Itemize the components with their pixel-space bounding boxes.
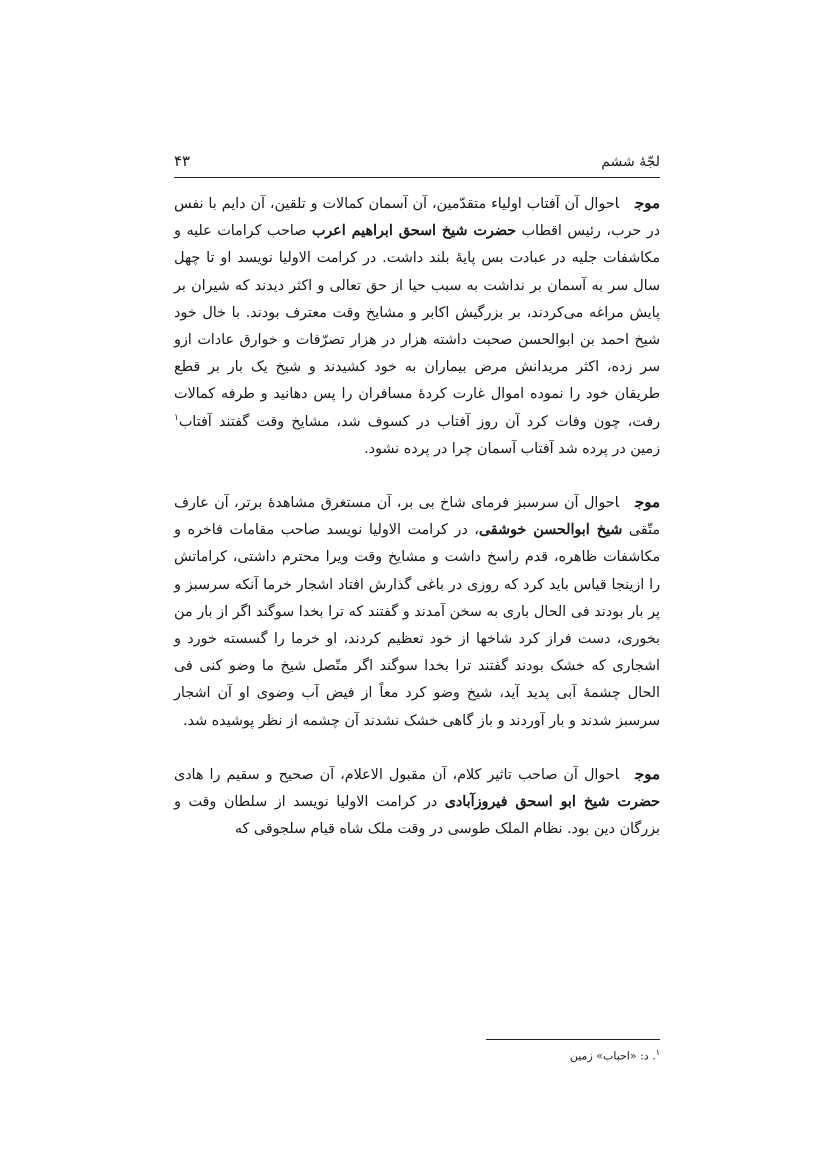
footnote-text: . د: «احباب» زمین [569,1049,656,1063]
body-text [174,190,660,843]
paragraph-1 [174,190,660,463]
text-run: زمین در پرده شد آفتاب آسمان چرا در پرده نشود. [364,440,660,457]
section-marker: موج [634,194,660,212]
footnote-number: ۱ [655,1048,660,1057]
text-run: احوال آن سرسبز فرمای شاخ بی بر، آن مستغرق مشاهدهٔ برتر، آن عارف متّقی [174,495,660,539]
text-run: ، در کرامت الاولیا نویسد صاحب مقامات فاخره و مکاشفات ظاهره، قدم راسخ داشت و مشایخ وقت ویرا محترم داشتی، کراماتش را ازینجا قیاس باید کرد که روزی در باغی گذارش افتاد اشجار خرما آنکه سرسبز و پر بار بودند فی الحال باری به سخن آمدند و گفتند که ترا بخدا سوگند اگر از بار من بخوری، دست فراز کرد شاخها از خود تعظیم کردند، او خرما را گسسته خورد و اشجاری که خشک بودند گفتند ترا بخدا سوگند اگر متّصل شیخ ما وضو کنی فی الحال چشمهٔ آبی پدید آید، شیخ وضو کرد معاً از فیض آب وضوی او آن اشجار سرسبز شدند و بار آوردند و باز گاهی خشک نشدند آن چشمه از نظر پوشیده شد. [174,522,660,729]
footnote-rule [486,1039,660,1040]
saint-name: حضرت شیخ ابو اسحق فیروزآبادی [444,794,660,811]
paragraph-3 [174,761,660,844]
footnote-reference: ۱ [174,412,179,423]
text-run: در کرامت الاولیا نویسد از سلطان وقت و بزرگان دین بود. نظام الملک طوسی در وقت ملک شاه قیام سلجوقی که [174,794,660,838]
header-rule [174,177,660,178]
page-number: ۴۳ [174,152,191,170]
running-title: لجّهٔ ششم [601,154,660,170]
text-run: احوال آن صاحب تاثیر کلام، آن مقبول الاعلام، آن صحیح و سقیم را هادی [174,766,619,783]
saint-name: حضرت شیخ اسحق ابراهیم اعرب [311,223,516,240]
page-header [174,150,660,176]
paragraph-2 [174,489,660,735]
text-run: صاحب کرامات علیه و مکاشفات جلیه در عبادت بس پایهٔ بلند داشت. در کرامت الاولیا نویسد او تا چهل سال سر به آسمان بر نداشت به سبب حیا از حق تعالی و اکثر دیدند که شیران بر پایش مراغه می‌کردند، بر بزرگیش اکابر و مشایخ وقت معترف بودند. با خال خود شیخ احمد بن ابوالحسن صحبت داشته هزار در هزار تصرّفات و خوارق عادات ازو سر زده، اکثر مریدانش مرض بیماران به خود کشیدند و شیخ یک بار بر قطع طریقان خود را نموده اموال غارت کردهٔ مسافران را پس دهانید و طرفه کمالات رفت، چون وفات کرد آن روز آفتاب در کسوف شد، مشایخ وقت گفتند آفتاب [174,223,660,430]
text-run: احوال آن آفتاب اولیاء متقدّمین، آن آسمان کمالات و تلقین، آن دایم با نفس در حرب، رئیس اقطاب [174,196,660,240]
saint-name: شیخ ابوالحسن خوشقی [478,522,623,539]
section-marker: موج [634,764,660,783]
footnote [174,1045,660,1065]
section-marker: موج [634,493,660,512]
